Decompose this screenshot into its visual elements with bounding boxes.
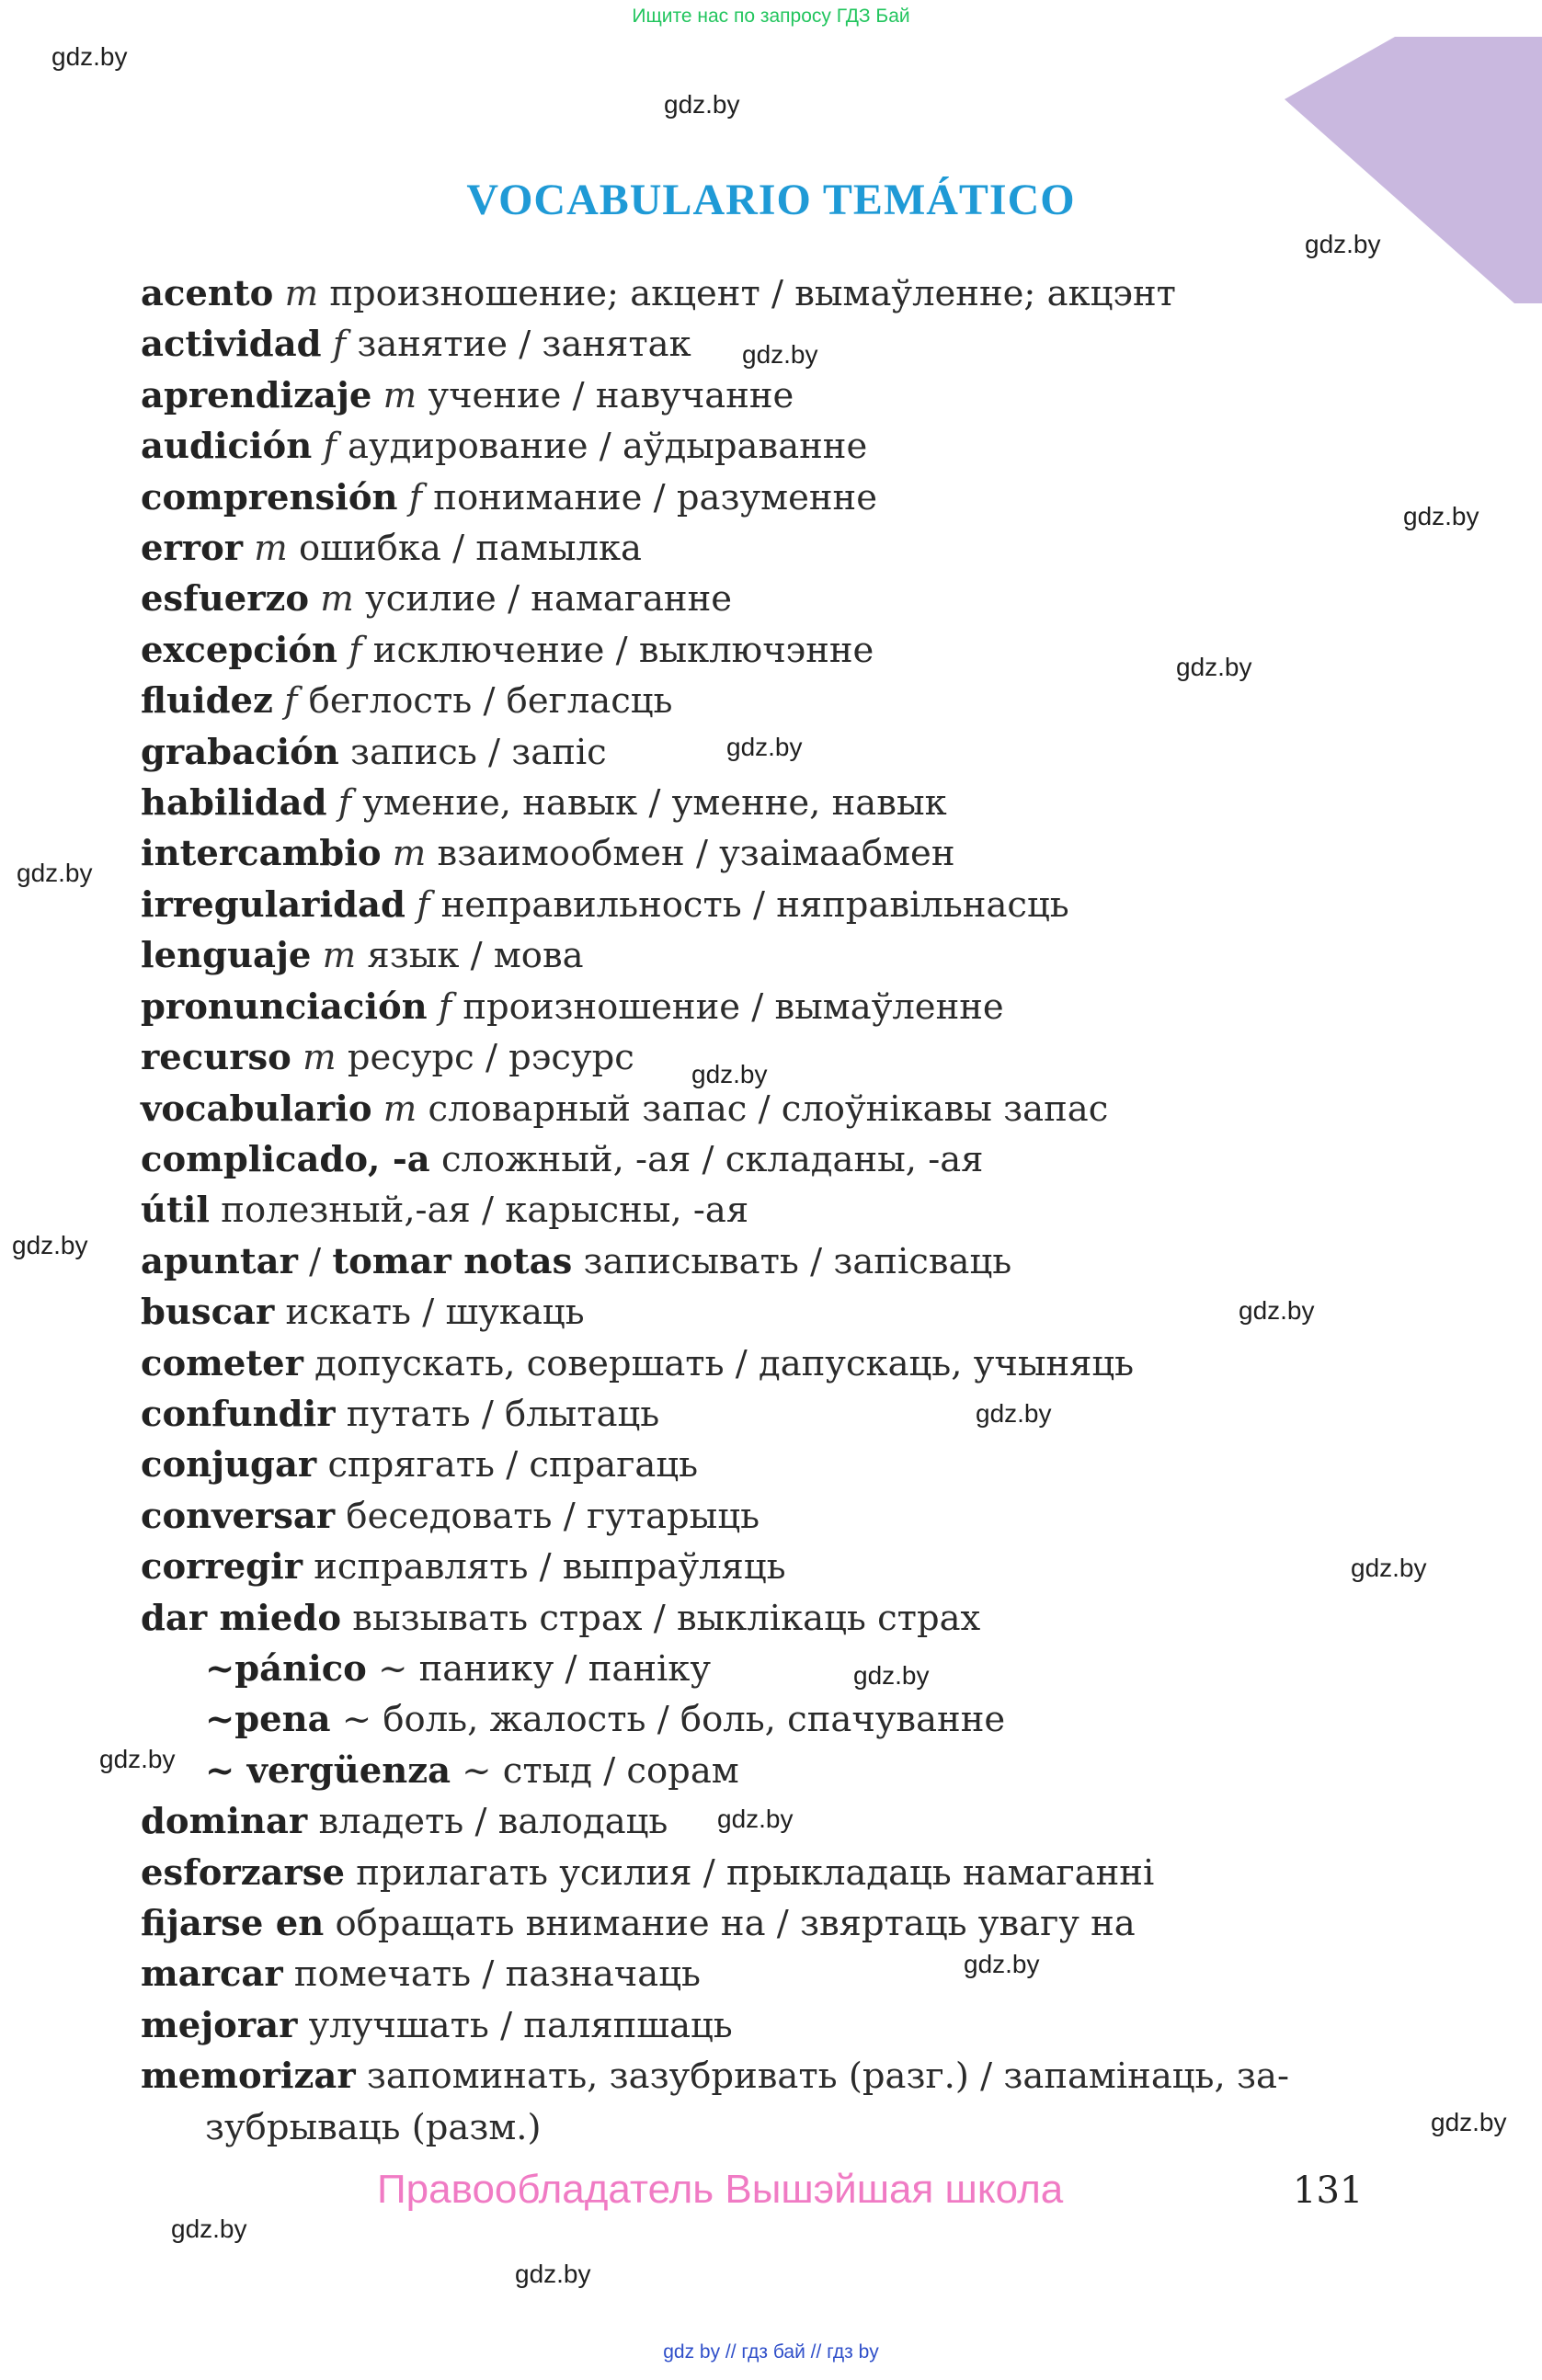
vocab-entry (141, 676, 1373, 726)
entry-gender: f (332, 324, 347, 366)
entry-gender: f (348, 629, 362, 671)
vocab-entry (141, 1593, 1373, 1644)
entry-gender: m (322, 935, 357, 977)
entry-translation: вызывать страх / выклікаць страх (352, 1597, 981, 1639)
watermark: gdz.by (17, 859, 93, 887)
watermark: gdz.by (691, 1060, 768, 1088)
entry-word: actividad (141, 324, 322, 366)
entry-word: acento (141, 273, 274, 314)
vocab-entry (141, 1542, 1373, 1592)
entry-translation: ошибка / памылка (299, 528, 642, 570)
top-banner: Ищите нас по запросу ГДЗ Бай (632, 6, 910, 27)
entry-translation: ~ боль, жалость / боль, спачуванне (341, 1699, 1006, 1741)
entry-gender: m (383, 1088, 417, 1130)
entry-translation: взаимообмен / узаімаабмен (437, 833, 955, 875)
entry-word: buscar (141, 1292, 275, 1334)
entry-word: lenguaje (141, 935, 312, 977)
entry-word: confundir (141, 1393, 336, 1435)
entry-word: pronunciación (141, 985, 428, 1028)
vocab-entry (141, 574, 1373, 624)
vocab-entry (141, 1134, 1373, 1185)
watermark: gdz.by (1239, 1296, 1315, 1325)
entry-translation: допускать, совершать / дапускаць, учыняць (314, 1342, 1135, 1384)
entry-translation: путать / блытаць (346, 1393, 660, 1435)
entry-translation: улучшать / паляпшаць (308, 2004, 733, 2046)
watermark: gdz.by (964, 1950, 1040, 1978)
watermark: gdz.by (1351, 1554, 1427, 1582)
vocab-entry (141, 1898, 1373, 1949)
entry-gender: f (323, 426, 337, 468)
entry-word: conjugar (141, 1444, 317, 1486)
entry-translation: исправлять / выпраўляць (314, 1546, 786, 1589)
entry-word: grabación (141, 731, 339, 773)
page-title: VOCABULARIO TEMÁTICO (466, 176, 1076, 224)
entry-translation: сложный, -ая / складаны, -ая (441, 1138, 984, 1180)
entry-translation-alt: записывать / запісваць (583, 1240, 1012, 1282)
entry-word: apuntar (141, 1240, 298, 1282)
bottom-links: gdz by // гдз бай // гдз by (663, 2341, 879, 2363)
watermark: gdz.by (515, 2260, 591, 2288)
vocab-entry (141, 930, 1373, 981)
vocab-entry (141, 828, 1373, 879)
vocab-entry (141, 473, 1373, 523)
entry-word: corregir (141, 1546, 303, 1589)
entry-word: habilidad (141, 782, 327, 825)
entry-translation: владеть / валодаць (318, 1801, 668, 1843)
entry-translation: произношение / вымаўленне (463, 985, 1004, 1028)
entry-word: vocabulario (141, 1088, 372, 1130)
vocab-entry (141, 1185, 1373, 1236)
entry-gender: m (320, 578, 354, 621)
entry-translation: исключение / выключэнне (372, 629, 874, 671)
entry-gender: m (392, 833, 427, 875)
entry-translation: искать / шукаць (285, 1292, 585, 1334)
entry-gender: f (438, 985, 452, 1028)
entry-translation: произношение; акцент / вымаўленне; акцэнт (329, 273, 1176, 314)
vocab-entry (141, 880, 1373, 930)
entry-continuation: зубрываць (разм.) (205, 2106, 542, 2148)
watermark: gdz.by (12, 1231, 88, 1259)
page-number: 131 (1293, 2169, 1364, 2212)
vocab-entry (141, 982, 1373, 1032)
entry-word: dar miedo (141, 1597, 342, 1639)
vocab-entry (141, 1746, 1373, 1796)
entry-translation: прилагать усилия / прыкладаць намаганні (356, 1851, 1155, 1894)
entry-word: marcar (141, 1953, 283, 1996)
vocab-entry (141, 1287, 1373, 1338)
vocab-entry (141, 2051, 1373, 2153)
entry-gender: f (408, 476, 423, 518)
vocab-entry (141, 1084, 1373, 1134)
watermark: gdz.by (742, 340, 818, 369)
entry-translation: учение / навучанне (428, 374, 794, 416)
entry-translation: ~ панику / паніку (378, 1647, 712, 1690)
entry-word: fijarse en (141, 1903, 325, 1944)
entry-word: esfuerzo (141, 578, 310, 621)
entry-word: memorizar (141, 2055, 356, 2098)
entry-word: útil (141, 1190, 211, 1232)
entry-word: mejorar (141, 2004, 298, 2046)
vocab-entry (141, 1694, 1373, 1745)
watermark: gdz.by (717, 1805, 794, 1833)
watermark: gdz.by (726, 733, 803, 761)
entry-translation: усилие / намаганне (365, 578, 733, 621)
corner-decoration (1285, 28, 1542, 303)
entry-gender: m (254, 528, 288, 570)
entry-translation: спрягать / спрагаць (327, 1444, 699, 1486)
entry-word: ~pánico (205, 1647, 367, 1690)
entry-translation: ~ стыд / сорам (462, 1749, 739, 1792)
entry-translation: неправильность / няправільнасць (440, 883, 1069, 926)
entry-translation: / (309, 1240, 322, 1282)
entry-word: irregularidad (141, 883, 405, 926)
entry-word: complicado, -a (141, 1138, 430, 1180)
entry-word: fluidez (141, 680, 273, 723)
vocab-entry (141, 1848, 1373, 1898)
entry-translation: запоминать, зазубривать (разг.) / запамінаць, за- (366, 2055, 1289, 2098)
watermark: gdz.by (1431, 2108, 1507, 2136)
entry-word: recurso (141, 1037, 291, 1079)
entry-word: aprendizaje (141, 374, 372, 416)
entry-gender: m (383, 374, 417, 416)
entry-translation: понимание / разуменне (433, 476, 877, 518)
entry-translation: ресурс / рэсурс (347, 1037, 634, 1079)
watermark: gdz.by (99, 1745, 176, 1773)
entry-translation: словарный запас / слоўнікавы запас (428, 1088, 1109, 1130)
vocab-entry (141, 1644, 1373, 1694)
entry-translation: занятие / занятак (357, 324, 691, 366)
entry-word: error (141, 528, 244, 570)
entry-word: esforzarse (141, 1851, 345, 1894)
entry-word: ~ vergüenza (205, 1749, 451, 1792)
entry-word: dominar (141, 1801, 308, 1843)
watermark: gdz.by (51, 42, 128, 71)
vocab-entry (141, 778, 1373, 828)
watermark: gdz.by (1403, 502, 1479, 530)
entry-translation: язык / мова (367, 935, 584, 977)
entry-translation: аудирование / аўдыраванне (347, 426, 868, 468)
entry-word: audición (141, 426, 313, 468)
entry-word: excepción (141, 629, 338, 671)
watermark: gdz.by (853, 1661, 930, 1690)
vocab-entry (141, 1338, 1373, 1389)
entry-word: comprensión (141, 476, 398, 518)
watermark: gdz.by (1305, 230, 1381, 258)
vocab-entry (141, 1389, 1373, 1440)
vocab-entry (141, 1440, 1373, 1490)
entry-word-alt: tomar notas (332, 1240, 573, 1282)
watermark: gdz.by (1176, 653, 1252, 681)
entry-translation: помечать / пазначаць (293, 1953, 701, 1996)
entry-gender: f (337, 782, 352, 825)
entry-gender: m (284, 273, 319, 314)
entry-translation: запись / запіс (350, 731, 607, 773)
entry-translation: беседовать / гутарыць (346, 1495, 760, 1537)
entry-translation: беглость / бегласць (308, 680, 673, 723)
vocabulary-list (141, 268, 1373, 2153)
entry-word: conversar (141, 1495, 336, 1537)
vocab-entry (141, 268, 1373, 319)
entry-gender: m (303, 1037, 337, 1079)
entry-word: ~pena (205, 1699, 331, 1741)
vocab-entry (141, 370, 1373, 421)
watermark: gdz.by (664, 90, 740, 119)
rights-holder: Правообладатель Вышэйшая школа (377, 2167, 1064, 2212)
entry-word: cometer (141, 1342, 303, 1384)
vocab-entry (141, 523, 1373, 574)
vocab-entry (141, 2000, 1373, 2051)
entry-word: intercambio (141, 833, 382, 875)
vocab-entry (141, 421, 1373, 472)
entry-translation: полезный,-ая / карысны, -ая (221, 1190, 749, 1232)
entry-translation: обращать внимание на / звяртаць увагу на (335, 1903, 1136, 1944)
watermark: gdz.by (976, 1399, 1052, 1428)
vocab-entry (141, 1949, 1373, 1999)
watermark: gdz.by (171, 2215, 247, 2243)
vocab-entry (141, 1236, 1373, 1287)
vocab-entry (141, 1491, 1373, 1542)
entry-gender: f (284, 680, 298, 723)
entry-translation: умение, навык / уменне, навык (362, 782, 947, 825)
entry-gender: f (417, 883, 430, 926)
